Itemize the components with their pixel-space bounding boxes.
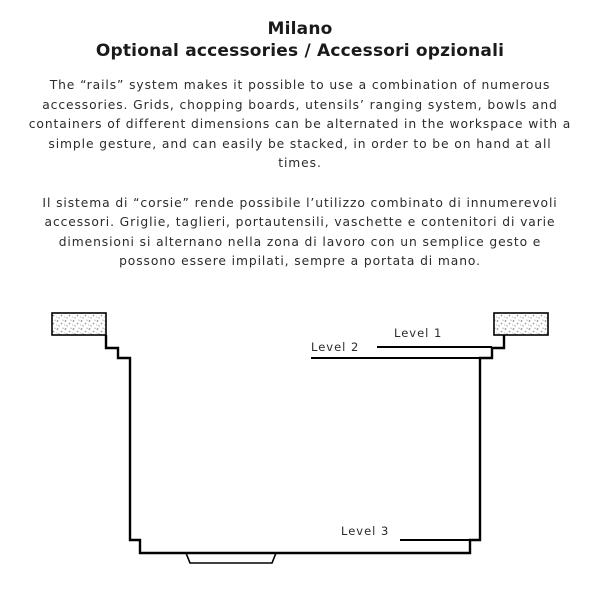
title-block <box>0 0 600 62</box>
level1-label: Level 1 <box>394 326 443 340</box>
sink-cross-section-svg <box>0 295 600 595</box>
page-title: Milano <box>267 19 333 39</box>
paragraph-italian: Il sistema di “corsie” rende possibile l’utilizzo combinato di innumerevoli accessori. Griglie, taglieri, portautensili, vaschette e contenitori di varie dimensioni si alternano nella zona di lavoro con un semplice gesto e possono essere impilati, sempre a portata di mano. <box>42 195 558 268</box>
level2-label: Level 2 <box>311 340 360 354</box>
section-drawing <box>0 295 600 595</box>
level3-label: Level 3 <box>341 524 390 538</box>
countertop-left <box>52 313 106 335</box>
page-subtitle: Optional accessories / Accessori opzionali <box>95 41 505 61</box>
basin-outline <box>106 335 504 553</box>
drain-outlet <box>186 553 276 563</box>
paragraph-english: The “rails” system makes it possible to use a combination of numerous accessories. Grids, chopping boards, utensils’ ranging system, bowls and containers of different dimensions can be alternated in the workspace with a simple gesture, and can easily be stacked, in order to be on hand at all times. <box>28 78 572 170</box>
countertop-right <box>494 313 548 335</box>
